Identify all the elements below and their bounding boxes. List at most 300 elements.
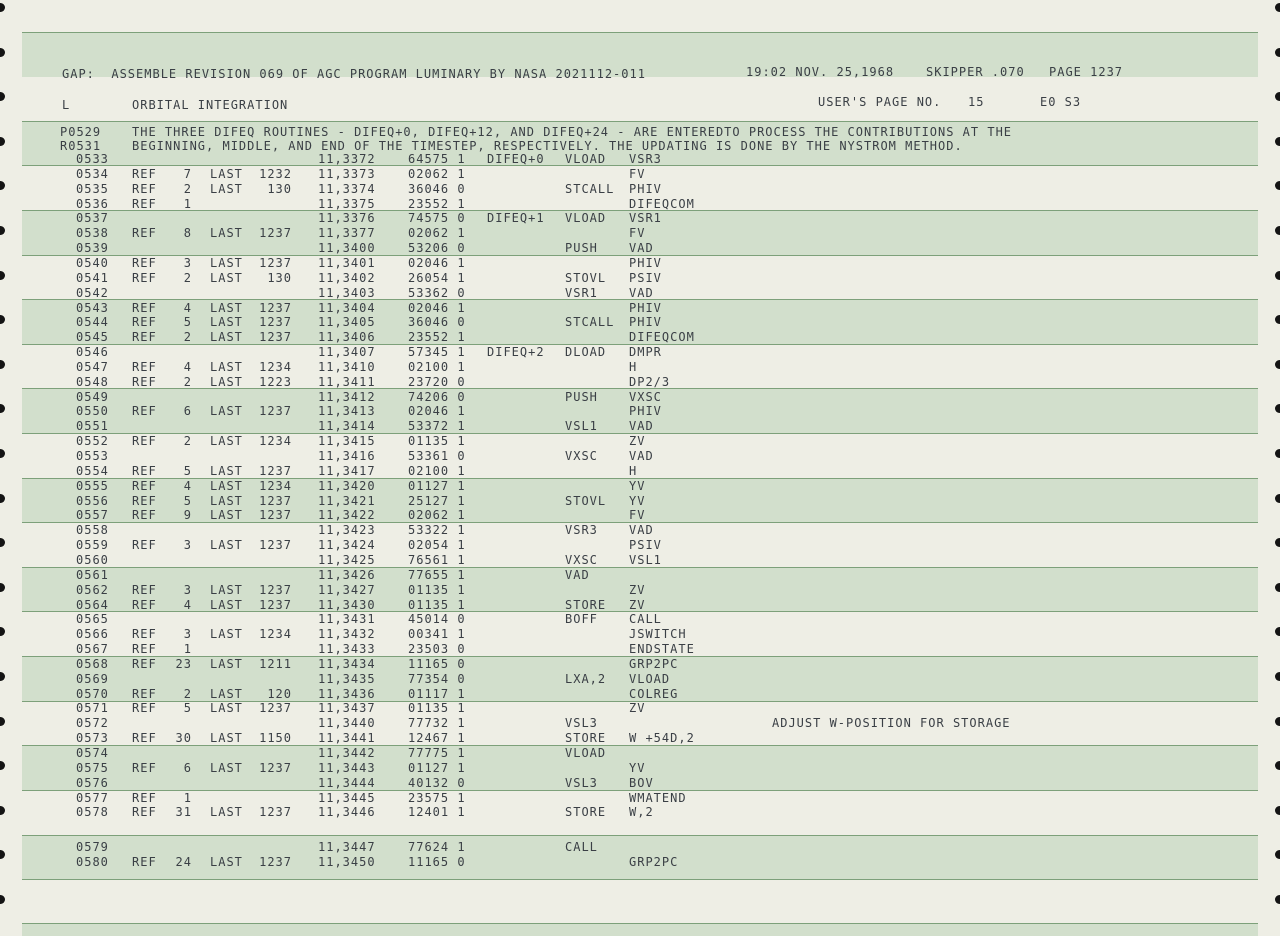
last-page: 1237 [259,256,292,270]
last-page: 1237 [259,583,292,597]
ref-keyword: REF [132,256,157,270]
operand: VAD [629,523,654,537]
ref-keyword: REF [132,598,157,612]
comment-line-number: R0531 [60,139,102,153]
ref-keyword: REF [132,538,157,552]
ref-count: 9 [183,508,192,522]
address: 11,3427 [318,583,376,597]
listing-row [22,761,1258,776]
sprocket-hole [0,761,5,770]
address: 11,3425 [318,553,376,567]
address: 11,3424 [318,538,376,552]
address: 11,3420 [318,479,376,493]
address: 11,3406 [318,330,376,344]
sprocket-hole [1275,404,1280,413]
octal-code: 76561 1 [408,553,466,567]
section-title: ORBITAL INTEGRATION [132,98,289,112]
last-keyword: LAST [210,583,243,597]
last-keyword: LAST [210,182,243,196]
address: 11,3434 [318,657,376,671]
octal-code: 02100 1 [408,464,466,478]
operand: VAD [629,241,654,255]
octal-code: 53322 1 [408,523,466,537]
listing-row [22,494,1258,509]
eq-code: E0 S3 [1040,95,1082,109]
octal-code: 00341 1 [408,627,466,641]
opcode: BOFF [565,612,598,626]
ref-count: 2 [183,375,192,389]
address: 11,3430 [318,598,376,612]
last-keyword: LAST [210,761,243,775]
last-page: 1237 [259,701,292,715]
line-number: 0580 [76,855,109,869]
operand: PSIV [629,271,662,285]
listing-row [22,464,1258,479]
line-number: 0552 [76,434,109,448]
ref-count: 6 [183,404,192,418]
ref-count: 8 [183,226,192,240]
sprocket-hole [1275,717,1280,726]
listing-row [22,598,1258,613]
ref-keyword: REF [132,479,157,493]
last-keyword: LAST [210,855,243,869]
operand: PHIV [629,404,662,418]
octal-code: 77624 1 [408,840,466,854]
last-page: 1237 [259,330,292,344]
sprocket-hole [0,583,5,592]
line-number: 0545 [76,330,109,344]
sprocket-hole [1275,48,1280,57]
listing-row [22,701,1258,716]
line-number: 0543 [76,301,109,315]
address: 11,3443 [318,761,376,775]
listing-row [22,345,1258,360]
line-number: 0570 [76,687,109,701]
octal-code: 53206 0 [408,241,466,255]
sprocket-hole [0,404,5,413]
last-page: 1237 [259,404,292,418]
ref-count: 3 [183,256,192,270]
ref-keyword: REF [132,404,157,418]
sprocket-hole [0,850,5,859]
address: 11,3431 [318,612,376,626]
line-number: 0546 [76,345,109,359]
listing-row [22,226,1258,241]
ref-count: 3 [183,627,192,641]
operand: PHIV [629,182,662,196]
octal-code: 45014 0 [408,612,466,626]
listing-row [22,404,1258,419]
ref-count: 5 [183,701,192,715]
last-page: 1237 [259,538,292,552]
octal-code: 11165 0 [408,855,466,869]
octal-code: 53372 1 [408,419,466,433]
address: 11,3446 [318,805,376,819]
listing-row [22,687,1258,702]
line-number: 0538 [76,226,109,240]
sprocket-hole [1275,895,1280,904]
sprocket-hole [1275,806,1280,815]
octal-code: 02062 1 [408,226,466,240]
ref-keyword: REF [132,375,157,389]
ref-count: 2 [183,687,192,701]
last-keyword: LAST [210,598,243,612]
sprocket-hole [0,181,5,190]
listing-row [22,434,1258,449]
last-keyword: LAST [210,701,243,715]
listing-row [22,375,1258,390]
octal-code: 77775 1 [408,746,466,760]
listing-row [22,286,1258,301]
operand: YV [629,761,646,775]
header-title: GAP: ASSEMBLE REVISION 069 OF AGC PROGRAM LUMINARY BY NASA 2021112-011 [62,67,646,81]
printout-sheet [22,0,1258,935]
operand: BOV [629,776,654,790]
address: 11,3432 [318,627,376,641]
last-page: 1237 [259,464,292,478]
ref-count: 6 [183,761,192,775]
sprocket-hole [1275,181,1280,190]
line-number: 0541 [76,271,109,285]
last-keyword: LAST [210,538,243,552]
sprocket-hole [1275,538,1280,547]
last-keyword: LAST [210,731,243,745]
address: 11,3410 [318,360,376,374]
operand: H [629,464,638,478]
label: DIFEQ+2 [487,345,545,359]
sprocket-hole [0,538,5,547]
ref-count: 4 [183,598,192,612]
line-number: 0561 [76,568,109,582]
operand: GRP2PC [629,657,679,671]
operand: VAD [629,449,654,463]
sprocket-hole [0,494,5,503]
rule [22,879,1258,880]
line-number: 0547 [76,360,109,374]
listing-row [22,241,1258,256]
last-page: 1232 [259,167,292,181]
octal-code: 77655 1 [408,568,466,582]
ref-keyword: REF [132,805,157,819]
last-page: 1237 [259,315,292,329]
sprocket-hole [0,895,5,904]
address: 11,3421 [318,494,376,508]
address: 11,3450 [318,855,376,869]
ref-keyword: REF [132,494,157,508]
line-number: 0548 [76,375,109,389]
address: 11,3373 [318,167,376,181]
operand: VSL1 [629,553,662,567]
ref-count: 5 [183,494,192,508]
opcode: STORE [565,598,607,612]
opcode: STORE [565,805,607,819]
listing-row [22,315,1258,330]
line-number: 0574 [76,746,109,760]
last-page: 120 [267,687,292,701]
opcode: VAD [565,568,590,582]
last-keyword: LAST [210,315,243,329]
last-keyword: LAST [210,627,243,641]
address: 11,3436 [318,687,376,701]
ref-keyword: REF [132,464,157,478]
line-number: 0566 [76,627,109,641]
address: 11,3441 [318,731,376,745]
opcode: VSL3 [565,716,598,730]
operand: VAD [629,419,654,433]
octal-code: 23552 1 [408,197,466,211]
operand: PHIV [629,315,662,329]
address: 11,3422 [318,508,376,522]
address: 11,3442 [318,746,376,760]
opcode: VSR3 [565,523,598,537]
sprocket-hole [1275,271,1280,280]
ref-count: 2 [183,271,192,285]
operand: ZV [629,701,646,715]
ref-count: 7 [183,167,192,181]
last-keyword: LAST [210,226,243,240]
address: 11,3412 [318,390,376,404]
last-page: 1237 [259,301,292,315]
line-number: 0559 [76,538,109,552]
octal-code: 25127 1 [408,494,466,508]
octal-code: 01135 1 [408,434,466,448]
address: 11,3372 [318,152,376,166]
opcode: STOVL [565,271,607,285]
listing-row [22,256,1258,271]
octal-code: 23575 1 [408,791,466,805]
listing-row [22,523,1258,538]
listing-row [22,479,1258,494]
sprocket-hole [0,3,5,12]
line-number: 0550 [76,404,109,418]
octal-code: 01135 1 [408,701,466,715]
stripe-band [22,923,1258,936]
ref-keyword: REF [132,182,157,196]
label: DIFEQ+1 [487,211,545,225]
octal-code: 26054 1 [408,271,466,285]
listing-row [22,642,1258,657]
listing-row [22,805,1258,820]
last-keyword: LAST [210,271,243,285]
operand: ZV [629,434,646,448]
operand: PHIV [629,301,662,315]
listing-row [22,449,1258,464]
sprocket-hole [1275,494,1280,503]
address: 11,3375 [318,197,376,211]
listing-row [22,553,1258,568]
ref-keyword: REF [132,627,157,641]
ref-keyword: REF [132,271,157,285]
line-number: 0576 [76,776,109,790]
octal-code: 53362 0 [408,286,466,300]
ref-keyword: REF [132,360,157,374]
last-keyword: LAST [210,479,243,493]
sprocket-hole [1275,627,1280,636]
ref-count: 23 [175,657,192,671]
octal-code: 23552 1 [408,330,466,344]
opcode: VSL1 [565,419,598,433]
octal-code: 77354 0 [408,672,466,686]
operand: YV [629,494,646,508]
octal-code: 12467 1 [408,731,466,745]
ref-count: 1 [183,642,192,656]
address: 11,3404 [318,301,376,315]
line-number: 0569 [76,672,109,686]
last-keyword: LAST [210,360,243,374]
address: 11,3374 [318,182,376,196]
ref-keyword: REF [132,301,157,315]
octal-code: 74575 0 [408,211,466,225]
operand: VLOAD [629,672,671,686]
listing-row [22,840,1258,855]
address: 11,3415 [318,434,376,448]
line-number: 0558 [76,523,109,537]
last-page: 1223 [259,375,292,389]
ref-count: 30 [175,731,192,745]
listing-row [22,182,1258,197]
last-keyword: LAST [210,167,243,181]
opcode: VSR1 [565,286,598,300]
header-user: SKIPPER .070 [926,65,1025,79]
last-keyword: LAST [210,494,243,508]
ref-count: 2 [183,330,192,344]
line-number: 0537 [76,211,109,225]
last-keyword: LAST [210,805,243,819]
address: 11,3414 [318,419,376,433]
address: 11,3417 [318,464,376,478]
ref-keyword: REF [132,657,157,671]
line-number: 0572 [76,716,109,730]
ref-count: 4 [183,479,192,493]
sprocket-hole [0,92,5,101]
octal-code: 02054 1 [408,538,466,552]
address: 11,3423 [318,523,376,537]
comment-line-text: BEGINNING, MIDDLE, AND END OF THE TIMESTEP, RESPECTIVELY. THE UPDATING IS DONE BY THE NYSTROM METHOD. [132,139,963,153]
last-page: 1237 [259,598,292,612]
line-number: 0533 [76,152,109,166]
ref-count: 24 [175,855,192,869]
octal-code: 11165 0 [408,657,466,671]
address: 11,3403 [318,286,376,300]
last-keyword: LAST [210,657,243,671]
line-number: 0555 [76,479,109,493]
operand: VSR3 [629,152,662,166]
line-number: 0579 [76,840,109,854]
octal-code: 74206 0 [408,390,466,404]
sprocket-hole [1275,583,1280,592]
ref-count: 3 [183,583,192,597]
listing-row [22,197,1258,212]
operand: ENDSTATE [629,642,695,656]
last-keyword: LAST [210,508,243,522]
sprocket-hole [0,226,5,235]
comment: ADJUST W-POSITION FOR STORAGE [772,716,1011,730]
operand: FV [629,226,646,240]
octal-code: 53361 0 [408,449,466,463]
line-number: 0539 [76,241,109,255]
listing-row [22,583,1258,598]
opcode: DLOAD [565,345,607,359]
address: 11,3400 [318,241,376,255]
operand: W +54D,2 [629,731,695,745]
operand: YV [629,479,646,493]
line-number: 0578 [76,805,109,819]
users-page-label: USER'S PAGE NO. [818,95,942,109]
listing-row [22,360,1258,375]
line-number: 0557 [76,508,109,522]
octal-code: 01135 1 [408,598,466,612]
listing-row [22,716,1258,731]
ref-keyword: REF [132,434,157,448]
line-number: 0571 [76,701,109,715]
address: 11,3413 [318,404,376,418]
operand: FV [629,508,646,522]
octal-code: 23503 0 [408,642,466,656]
octal-code: 36046 0 [408,182,466,196]
ref-keyword: REF [132,642,157,656]
ref-count: 1 [183,197,192,211]
last-page: 1234 [259,360,292,374]
ref-count: 2 [183,434,192,448]
line-number: 0567 [76,642,109,656]
opcode: VXSC [565,449,598,463]
sprocket-hole [0,360,5,369]
octal-code: 02062 1 [408,508,466,522]
line-number: 0565 [76,612,109,626]
last-keyword: LAST [210,404,243,418]
listing-row [22,627,1258,642]
operand: DMPR [629,345,662,359]
octal-code: 02100 1 [408,360,466,374]
octal-code: 12401 1 [408,805,466,819]
last-keyword: LAST [210,256,243,270]
line-number: 0540 [76,256,109,270]
listing-row [22,672,1258,687]
ref-keyword: REF [132,701,157,715]
octal-code: 01127 1 [408,479,466,493]
listing-row [22,167,1258,182]
comment-line-number: P0529 [60,125,102,139]
operand: VXSC [629,390,662,404]
operand: CALL [629,612,662,626]
ref-keyword: REF [132,687,157,701]
last-page: 130 [267,271,292,285]
address: 11,3426 [318,568,376,582]
listing-row [22,731,1258,746]
ref-keyword: REF [132,583,157,597]
opcode: STORE [565,731,607,745]
sprocket-hole [1275,449,1280,458]
opcode: STOVL [565,494,607,508]
line-number: 0542 [76,286,109,300]
operand: H [629,360,638,374]
line-number: 0553 [76,449,109,463]
opcode: STCALL [565,182,615,196]
octal-code: 40132 0 [408,776,466,790]
sprocket-hole [0,717,5,726]
octal-code: 77732 1 [408,716,466,730]
operand: ZV [629,598,646,612]
octal-code: 36046 0 [408,315,466,329]
last-page: 1237 [259,761,292,775]
last-page: 1237 [259,508,292,522]
ref-count: 5 [183,464,192,478]
last-keyword: LAST [210,375,243,389]
operand: DIFEQCOM [629,197,695,211]
address: 11,3377 [318,226,376,240]
opcode: PUSH [565,241,598,255]
ref-keyword: REF [132,315,157,329]
